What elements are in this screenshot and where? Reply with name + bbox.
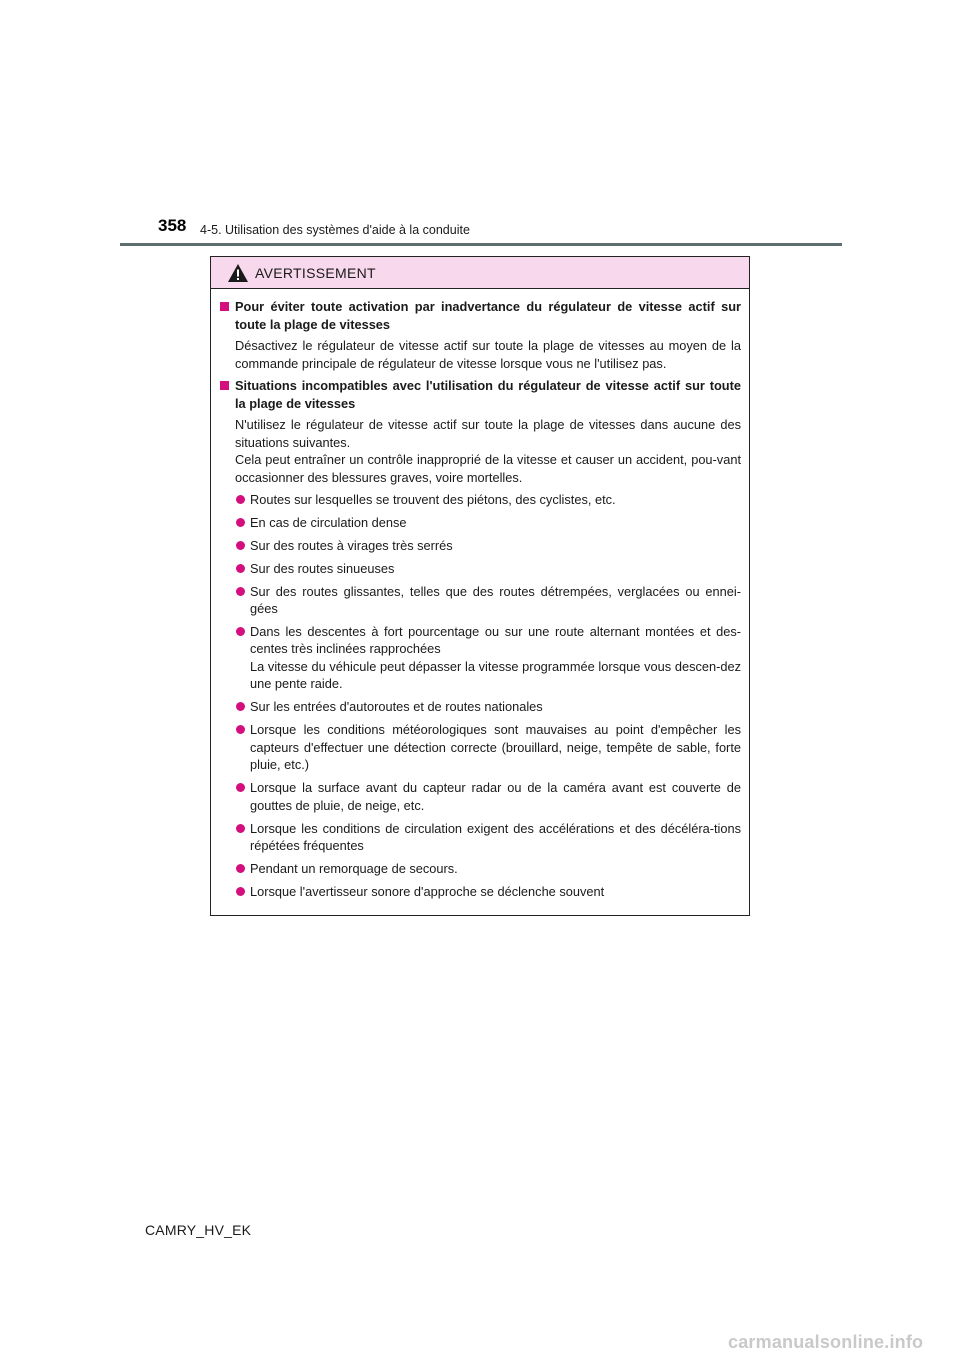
list-item bbox=[219, 860, 741, 878]
section-title: 4-5. Utilisation des systèmes d'aide à la conduite bbox=[200, 223, 470, 237]
list-item-text: Lorsque les conditions de circulation exigent des accélérations et des décéléra-tions répétées fréquentes bbox=[250, 820, 741, 854]
list-item bbox=[219, 820, 741, 855]
model-code: CAMRY_HV_EK bbox=[145, 1222, 252, 1238]
list-item-text: En cas de circulation dense bbox=[250, 514, 407, 530]
circle-bullet-icon bbox=[236, 887, 245, 896]
list-item-text: La vitesse du véhicule peut dépasser la vitesse programmée lorsque vous descen-dez une pente raide. bbox=[250, 658, 741, 692]
list-item-text: Sur des routes sinueuses bbox=[250, 560, 395, 576]
list-item bbox=[219, 623, 741, 693]
watermark: carmanualsonline.info bbox=[728, 1332, 924, 1352]
list-item bbox=[219, 491, 741, 509]
header-rule bbox=[120, 243, 842, 246]
list-item-text: Sur des routes à virages très serrés bbox=[250, 537, 453, 553]
circle-bullet-icon bbox=[236, 541, 245, 550]
page-number: 358 bbox=[158, 216, 187, 235]
list-item bbox=[219, 698, 741, 716]
section-heading bbox=[219, 377, 741, 412]
square-bullet-icon bbox=[220, 302, 229, 311]
list-item bbox=[219, 721, 741, 774]
list-item-text: Lorsque la surface avant du capteur radar ou de la caméra avant est couverte de gouttes de pluie, de neige, etc. bbox=[250, 780, 741, 813]
list-item bbox=[219, 537, 741, 555]
circle-bullet-icon bbox=[236, 587, 245, 596]
circle-bullet-icon bbox=[236, 864, 245, 873]
list-item bbox=[219, 583, 741, 618]
circle-bullet-icon bbox=[236, 725, 245, 734]
circle-bullet-icon bbox=[236, 495, 245, 504]
paragraph-text: Cela peut entraîner un contrôle inapproprié de la vitesse et causer un accident, pou-vant occasionner des blessures graves, voire mortelles. bbox=[235, 452, 741, 485]
list-item-text: Routes sur lesquelles se trouvent des piétons, des cyclistes, etc. bbox=[250, 492, 616, 507]
list-item bbox=[219, 560, 741, 578]
list-item-text: Sur des routes glissantes, telles que des routes détrempées, verglacées ou ennei-gées bbox=[250, 583, 741, 617]
warning-body bbox=[211, 289, 749, 900]
list-item-text: Lorsque l'avertisseur sonore d'approche se déclenche souvent bbox=[250, 883, 605, 899]
list-item bbox=[219, 514, 741, 532]
section-heading-text: Pour éviter toute activation par inadvertance du régulateur de vitesse actif sur toute la plage de vitesses bbox=[235, 299, 741, 332]
list-item-text: Lorsque les conditions météorologiques sont mauvaises au point d'empêcher les capteurs d'effectuer une détection correcte (brouillard, neige, tempête de sable, forte pluie, etc.) bbox=[250, 722, 741, 773]
paragraph-text: Désactivez le régulateur de vitesse actif sur toute la plage de vitesses au moyen de la commande principale de régulateur de vitesse lorsque vous ne l'utilisez pas. bbox=[235, 338, 741, 371]
list-item-text: Pendant un remorquage de secours. bbox=[250, 860, 458, 876]
circle-bullet-icon bbox=[236, 702, 245, 711]
section-heading bbox=[219, 298, 741, 333]
warning-box bbox=[210, 256, 750, 916]
circle-bullet-icon bbox=[236, 824, 245, 833]
list-item bbox=[219, 779, 741, 814]
list-item-text: Sur les entrées d'autoroutes et de routes nationales bbox=[250, 699, 543, 715]
warning-title: AVERTISSEMENT bbox=[255, 264, 376, 281]
circle-bullet-icon bbox=[236, 783, 245, 792]
paragraph-text: N'utilisez le régulateur de vitesse actif sur toute la plage de vitesses dans aucune des situations suivantes. bbox=[235, 417, 741, 450]
warning-header bbox=[211, 257, 749, 289]
section-paragraph bbox=[219, 416, 741, 486]
list-item-text: Dans les descentes à fort pourcentage ou sur une route alternant montées et des-centes très inclinées rapprochées bbox=[250, 623, 741, 657]
circle-bullet-icon bbox=[236, 518, 245, 527]
list-item bbox=[219, 883, 741, 901]
section-heading-text: Situations incompatibles avec l'utilisation du régulateur de vitesse actif sur toute la plage de vitesses bbox=[235, 378, 741, 411]
square-bullet-icon bbox=[220, 381, 229, 390]
warning-triangle-icon bbox=[227, 263, 249, 283]
circle-bullet-icon bbox=[236, 564, 245, 573]
circle-bullet-icon bbox=[236, 627, 245, 636]
section-paragraph bbox=[219, 337, 741, 372]
